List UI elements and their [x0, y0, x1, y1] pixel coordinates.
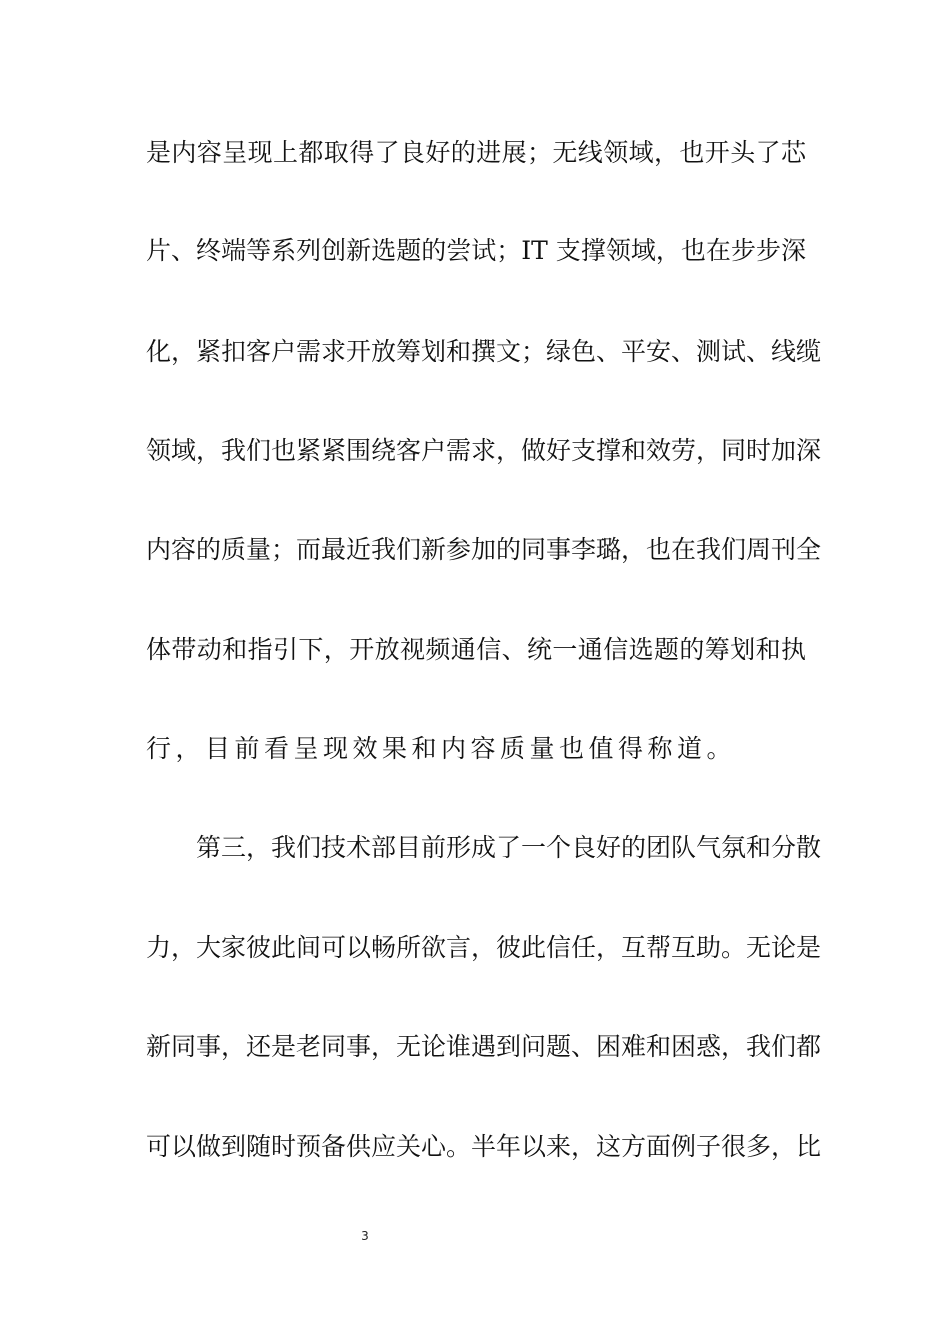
- text-line-8: 第三，我们技术部目前形成了一个良好的团队气氛和分散: [196, 833, 822, 862]
- text-line-5: 内容的质量；而最近我们新参加的同事李璐，也在我们周刊全: [146, 535, 822, 564]
- text-line-2: 片、终端等系列创新选题的尝试；IT 支撑领域，也在步步深: [146, 236, 806, 265]
- text-line-4: 领域，我们也紧紧围绕客户需求，做好支撑和效劳，同时加深: [146, 436, 822, 465]
- text-line-11: 可以做到随时预备供应关心。半年以来，这方面例子很多，比: [146, 1132, 822, 1161]
- text-line-9: 力，大家彼此间可以畅所欲言，彼此信任，互帮互助。无论是: [146, 933, 822, 962]
- text-line-10: 新同事，还是老同事，无论谁遇到问题、困难和困惑，我们都: [146, 1032, 822, 1061]
- page-number: 3: [361, 1229, 369, 1243]
- text-line-1: 是内容呈现上都取得了良好的进展；无线领域，也开头了芯: [146, 138, 806, 167]
- text-line-7: 行，目前看呈现效果和内容质量也值得称道。: [146, 734, 737, 763]
- text-line-3: 化，紧扣客户需求开放筹划和撰文；绿色、平安、测试、线缆: [146, 337, 822, 366]
- text-line-6: 体带动和指引下，开放视频通信、统一通信选题的筹划和执: [146, 635, 806, 664]
